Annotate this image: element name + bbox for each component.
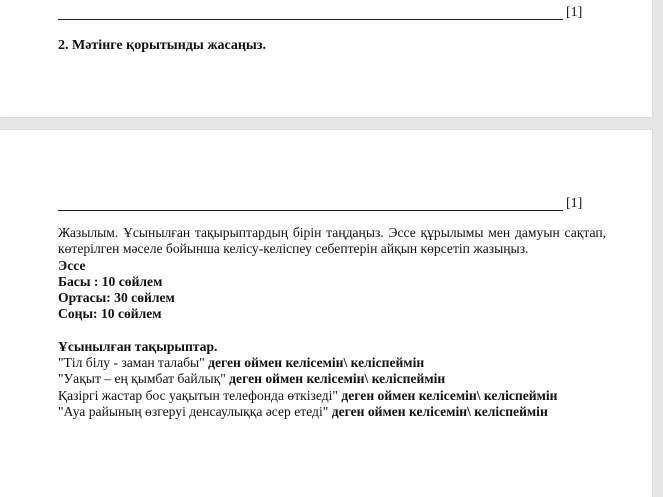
essay-heading: Эссе xyxy=(58,257,86,273)
topic-item: "Ауа райының өзгеруі денсаулыққа әсер етеді" деген оймен келісемін\ келіспеймін xyxy=(58,403,548,419)
topic-item: "Уақыт – ең қымбат байлық" деген оймен келісемін\ келіспеймін xyxy=(58,371,446,387)
writing-instruction: Жазылым. Ұсынылған тақырыптардың бірін таңдаңыз. Эссе құрылымы мен дамуын сақтап, көтерілген мәселе бойынша келісу-келіспеу себептерін айқын көрсетіп жазыңыз. xyxy=(58,225,606,257)
writing-task xyxy=(58,225,606,420)
answer-line xyxy=(58,19,563,20)
topic-item: "Тіл білу - заман талабы" деген оймен келісемін\ келіспеймін xyxy=(58,355,425,371)
structure-intro: Басы : 10 сөйлем xyxy=(58,273,163,289)
page-bottom xyxy=(0,130,652,497)
topics-heading: Ұсынылған тақырыптар. xyxy=(58,338,218,354)
page-top xyxy=(0,0,652,117)
score-mark: [1] xyxy=(566,5,583,20)
topic-item: Қазіргі жастар бос уақытын телефонда өткізеді" деген оймен келісемін\ келіспеймін xyxy=(58,387,558,403)
structure-body: Ортасы: 30 сөйлем xyxy=(58,290,175,306)
structure-conclusion: Соңы: 10 сөйлем xyxy=(58,306,162,322)
task-2-heading: 2. Мәтінге қорытынды жасаңыз. xyxy=(58,38,266,53)
answer-line xyxy=(58,210,563,211)
score-mark: [1] xyxy=(566,196,583,211)
